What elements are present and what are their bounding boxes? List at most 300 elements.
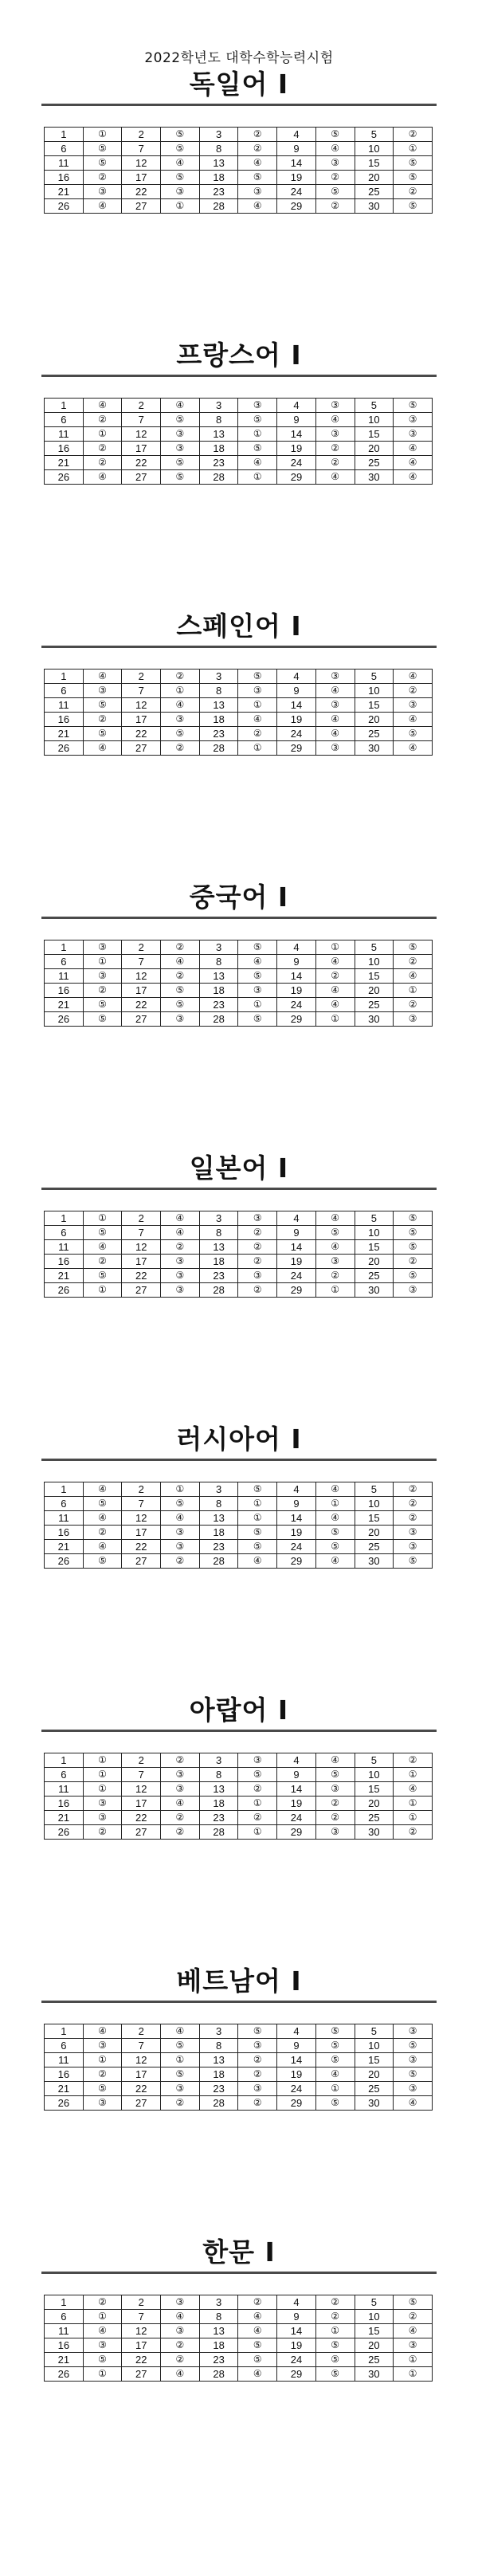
table-row xyxy=(45,2295,433,2310)
answer-mark: ① xyxy=(83,1782,122,1797)
question-number: 23 xyxy=(199,2353,238,2367)
table-row xyxy=(45,727,433,741)
table-row xyxy=(45,670,433,684)
table-row xyxy=(45,1540,433,1554)
question-number: 15 xyxy=(355,1511,394,1526)
answer-mark: ⑤ xyxy=(315,2039,355,2053)
answer-mark: ④ xyxy=(315,1511,355,1526)
question-number: 14 xyxy=(277,427,316,442)
answer-mark: ② xyxy=(315,171,355,185)
answer-mark: ⑤ xyxy=(161,984,200,998)
question-number: 2 xyxy=(122,2295,161,2310)
question-number: 30 xyxy=(355,741,394,756)
answer-mark: ③ xyxy=(161,1283,200,1298)
question-number: 27 xyxy=(122,2367,161,2382)
question-number: 15 xyxy=(355,698,394,713)
question-number: 23 xyxy=(199,2082,238,2096)
answer-mark: ⑤ xyxy=(238,2024,277,2039)
question-number: 10 xyxy=(355,142,394,156)
table-row xyxy=(45,2367,433,2382)
question-number: 2 xyxy=(122,399,161,413)
answer-mark: ⑤ xyxy=(238,2353,277,2367)
question-number: 19 xyxy=(277,171,316,185)
question-number: 6 xyxy=(45,142,84,156)
answer-mark: ③ xyxy=(238,185,277,199)
answer-mark: ② xyxy=(394,1482,433,1497)
answer-mark: ⑤ xyxy=(83,2082,122,2096)
question-number: 2 xyxy=(122,128,161,142)
question-number: 11 xyxy=(45,969,84,984)
question-number: 9 xyxy=(277,1497,316,1511)
question-number: 11 xyxy=(45,1240,84,1255)
table-row xyxy=(45,399,433,413)
question-number: 8 xyxy=(199,1226,238,1240)
answer-mark: ① xyxy=(83,128,122,142)
answer-mark: ① xyxy=(161,199,200,214)
question-number: 1 xyxy=(45,1482,84,1497)
question-number: 1 xyxy=(45,399,84,413)
question-number: 26 xyxy=(45,199,84,214)
answer-mark: ④ xyxy=(238,1554,277,1569)
subject-section xyxy=(41,1151,437,1298)
answer-mark: ① xyxy=(315,1497,355,1511)
question-number: 13 xyxy=(199,1240,238,1255)
question-number: 5 xyxy=(355,399,394,413)
question-number: 4 xyxy=(277,1482,316,1497)
table-row xyxy=(45,955,433,969)
answer-mark: ⑤ xyxy=(315,1226,355,1240)
answer-mark: ⑤ xyxy=(315,2024,355,2039)
question-number: 21 xyxy=(45,456,84,470)
answer-mark: ① xyxy=(394,2367,433,2382)
question-number: 13 xyxy=(199,156,238,171)
answer-mark: ② xyxy=(394,2310,433,2324)
answer-mark: ② xyxy=(161,1825,200,1840)
table-row xyxy=(45,1753,433,1768)
question-number: 16 xyxy=(45,1255,84,1269)
answer-mark: ④ xyxy=(83,2324,122,2338)
answer-mark: ① xyxy=(238,1511,277,1526)
answer-mark: ② xyxy=(238,1240,277,1255)
question-number: 23 xyxy=(199,185,238,199)
question-number: 22 xyxy=(122,1269,161,1283)
table-row xyxy=(45,940,433,955)
subject-title: 스페인어 Ⅰ xyxy=(176,611,302,642)
table-row xyxy=(45,1554,433,1569)
answer-mark: ⑤ xyxy=(394,1226,433,1240)
answer-mark: ① xyxy=(394,1811,433,1825)
answer-mark: ⑤ xyxy=(315,2053,355,2067)
answer-mark: ④ xyxy=(394,713,433,727)
answer-mark: ① xyxy=(83,427,122,442)
question-number: 16 xyxy=(45,2067,84,2082)
answer-mark: ② xyxy=(315,2310,355,2324)
question-number: 24 xyxy=(277,185,316,199)
question-number: 21 xyxy=(45,2353,84,2367)
answer-mark: ② xyxy=(315,969,355,984)
table-row xyxy=(45,2053,433,2067)
answer-mark: ③ xyxy=(161,2295,200,2310)
answer-mark: ③ xyxy=(161,713,200,727)
answer-mark: ③ xyxy=(83,969,122,984)
question-number: 7 xyxy=(122,142,161,156)
question-number: 13 xyxy=(199,2053,238,2067)
question-number: 18 xyxy=(199,713,238,727)
answer-mark: ④ xyxy=(238,156,277,171)
answer-mark: ⑤ xyxy=(394,156,433,171)
table-row xyxy=(45,1797,433,1811)
answer-mark: ① xyxy=(394,1768,433,1782)
question-number: 1 xyxy=(45,2295,84,2310)
answer-mark: ⑤ xyxy=(83,998,122,1012)
question-number: 22 xyxy=(122,456,161,470)
question-number: 19 xyxy=(277,1255,316,1269)
exam-header: 2022학년도 대학수학능력시험 xyxy=(144,50,334,66)
answer-mark: ④ xyxy=(315,684,355,698)
question-number: 22 xyxy=(122,2082,161,2096)
question-number: 2 xyxy=(122,940,161,955)
question-number: 14 xyxy=(277,1240,316,1255)
question-number: 16 xyxy=(45,171,84,185)
answer-mark: ③ xyxy=(161,1012,200,1027)
table-row xyxy=(45,2082,433,2096)
table-row xyxy=(45,199,433,214)
answer-mark: ⑤ xyxy=(161,2067,200,2082)
question-number: 7 xyxy=(122,684,161,698)
question-number: 11 xyxy=(45,1511,84,1526)
question-number: 21 xyxy=(45,2082,84,2096)
answer-mark: ⑤ xyxy=(394,940,433,955)
question-number: 18 xyxy=(199,442,238,456)
answer-mark: ① xyxy=(238,698,277,713)
question-number: 3 xyxy=(199,940,238,955)
question-number: 17 xyxy=(122,1526,161,1540)
answer-mark: ③ xyxy=(83,185,122,199)
question-number: 17 xyxy=(122,1255,161,1269)
question-number: 23 xyxy=(199,727,238,741)
question-number: 1 xyxy=(45,940,84,955)
question-number: 30 xyxy=(355,2367,394,2382)
question-number: 28 xyxy=(199,2096,238,2111)
question-number: 27 xyxy=(122,1825,161,1840)
answer-mark: ③ xyxy=(238,1211,277,1226)
answer-mark: ⑤ xyxy=(238,413,277,427)
table-row xyxy=(45,2324,433,2338)
answer-mark: ① xyxy=(238,1825,277,1840)
answer-mark: ② xyxy=(238,1283,277,1298)
answer-mark: ② xyxy=(161,1554,200,1569)
question-number: 1 xyxy=(45,1211,84,1226)
answer-mark: ② xyxy=(83,713,122,727)
question-number: 6 xyxy=(45,1226,84,1240)
question-number: 22 xyxy=(122,185,161,199)
question-number: 8 xyxy=(199,955,238,969)
answer-mark: ② xyxy=(161,2338,200,2353)
question-number: 5 xyxy=(355,128,394,142)
question-number: 30 xyxy=(355,1554,394,1569)
answer-mark: ② xyxy=(161,741,200,756)
answer-mark: ⑤ xyxy=(83,698,122,713)
question-number: 6 xyxy=(45,413,84,427)
answer-mark: ④ xyxy=(161,2310,200,2324)
table-row xyxy=(45,1240,433,1255)
answer-mark: ③ xyxy=(394,698,433,713)
question-number: 24 xyxy=(277,2353,316,2367)
answer-mark: ③ xyxy=(83,684,122,698)
answer-table xyxy=(44,1753,433,1840)
question-number: 20 xyxy=(355,171,394,185)
table-row xyxy=(45,156,433,171)
subject-section xyxy=(41,880,437,1027)
answer-table xyxy=(44,2024,433,2111)
question-number: 30 xyxy=(355,470,394,485)
answer-mark: ③ xyxy=(238,399,277,413)
answer-mark: ⑤ xyxy=(394,2039,433,2053)
answer-mark: ② xyxy=(83,413,122,427)
answer-mark: ⑤ xyxy=(238,1768,277,1782)
answer-mark: ⑤ xyxy=(161,1497,200,1511)
answer-mark: ① xyxy=(394,142,433,156)
answer-mark: ③ xyxy=(161,185,200,199)
answer-mark: ② xyxy=(394,998,433,1012)
question-number: 13 xyxy=(199,427,238,442)
question-number: 4 xyxy=(277,1753,316,1768)
answer-mark: ③ xyxy=(315,698,355,713)
question-number: 9 xyxy=(277,955,316,969)
question-number: 11 xyxy=(45,2324,84,2338)
question-number: 13 xyxy=(199,2324,238,2338)
answer-mark: ① xyxy=(83,2053,122,2067)
answer-mark: ⑤ xyxy=(83,1497,122,1511)
answer-mark: ③ xyxy=(315,741,355,756)
table-row xyxy=(45,1497,433,1511)
question-number: 27 xyxy=(122,1012,161,1027)
table-row xyxy=(45,442,433,456)
answer-mark: ③ xyxy=(83,2039,122,2053)
question-number: 14 xyxy=(277,969,316,984)
answer-mark: ④ xyxy=(315,727,355,741)
question-number: 26 xyxy=(45,1283,84,1298)
answer-mark: ⑤ xyxy=(161,2039,200,2053)
answer-mark: ④ xyxy=(315,413,355,427)
answer-mark: ⑤ xyxy=(238,2338,277,2353)
subject-title: 독일어 Ⅰ xyxy=(189,69,289,100)
question-number: 4 xyxy=(277,128,316,142)
question-number: 26 xyxy=(45,1554,84,1569)
answer-mark: ⑤ xyxy=(394,1211,433,1226)
answer-mark: ⑤ xyxy=(238,1540,277,1554)
answer-mark: ④ xyxy=(238,2367,277,2382)
answer-mark: ① xyxy=(315,940,355,955)
question-number: 4 xyxy=(277,2024,316,2039)
question-number: 29 xyxy=(277,2367,316,2382)
question-number: 13 xyxy=(199,1511,238,1526)
question-number: 28 xyxy=(199,470,238,485)
answer-mark: ⑤ xyxy=(394,171,433,185)
answer-mark: ③ xyxy=(161,1540,200,1554)
answer-mark: ① xyxy=(394,1797,433,1811)
answer-mark: ③ xyxy=(394,2082,433,2096)
answer-mark: ④ xyxy=(394,442,433,456)
question-number: 26 xyxy=(45,2096,84,2111)
question-number: 19 xyxy=(277,1797,316,1811)
answer-mark: ④ xyxy=(315,998,355,1012)
table-row xyxy=(45,171,433,185)
subject-title: 한문 Ⅰ xyxy=(202,2236,276,2268)
answer-mark: ② xyxy=(394,185,433,199)
answer-mark: ② xyxy=(238,727,277,741)
question-number: 30 xyxy=(355,1012,394,1027)
answer-table xyxy=(44,1211,433,1298)
answer-mark: ⑤ xyxy=(161,998,200,1012)
question-number: 14 xyxy=(277,698,316,713)
question-number: 21 xyxy=(45,1540,84,1554)
answer-mark: ⑤ xyxy=(315,2353,355,2367)
answer-mark: ④ xyxy=(315,142,355,156)
question-number: 17 xyxy=(122,2338,161,2353)
answer-mark: ② xyxy=(83,456,122,470)
answer-mark: ③ xyxy=(315,670,355,684)
answer-mark: ② xyxy=(83,2067,122,2082)
answer-mark: ④ xyxy=(161,156,200,171)
question-number: 17 xyxy=(122,2067,161,2082)
question-number: 26 xyxy=(45,1012,84,1027)
subject-section xyxy=(41,609,437,756)
question-number: 14 xyxy=(277,1782,316,1797)
answer-mark: ③ xyxy=(161,1269,200,1283)
answer-mark: ② xyxy=(394,1511,433,1526)
answer-mark: ② xyxy=(315,2295,355,2310)
table-row xyxy=(45,741,433,756)
question-number: 10 xyxy=(355,413,394,427)
question-number: 29 xyxy=(277,1825,316,1840)
question-number: 10 xyxy=(355,2310,394,2324)
table-row xyxy=(45,185,433,199)
question-number: 21 xyxy=(45,727,84,741)
question-number: 25 xyxy=(355,1269,394,1283)
question-number: 5 xyxy=(355,940,394,955)
answer-mark: ② xyxy=(161,940,200,955)
answer-mark: ① xyxy=(83,1753,122,1768)
question-number: 10 xyxy=(355,684,394,698)
answer-mark: ④ xyxy=(238,2324,277,2338)
title-divider xyxy=(41,1459,437,1461)
question-number: 28 xyxy=(199,1283,238,1298)
answer-mark: ③ xyxy=(161,2082,200,2096)
answer-mark: ④ xyxy=(83,399,122,413)
question-number: 9 xyxy=(277,684,316,698)
answer-mark: ① xyxy=(238,998,277,1012)
answer-mark: ④ xyxy=(161,1211,200,1226)
question-number: 18 xyxy=(199,984,238,998)
question-number: 25 xyxy=(355,2353,394,2367)
answer-mark: ④ xyxy=(238,955,277,969)
answer-mark: ② xyxy=(238,2067,277,2082)
answer-mark: ⑤ xyxy=(83,727,122,741)
question-number: 1 xyxy=(45,2024,84,2039)
answer-mark: ③ xyxy=(161,1255,200,1269)
answer-mark: ④ xyxy=(394,2324,433,2338)
question-number: 28 xyxy=(199,1012,238,1027)
question-number: 25 xyxy=(355,1811,394,1825)
question-number: 15 xyxy=(355,427,394,442)
question-number: 1 xyxy=(45,128,84,142)
question-number: 10 xyxy=(355,1768,394,1782)
question-number: 5 xyxy=(355,1482,394,1497)
answer-mark: ⑤ xyxy=(315,2096,355,2111)
question-number: 19 xyxy=(277,713,316,727)
answer-mark: ② xyxy=(238,1226,277,1240)
answer-mark: ② xyxy=(394,1255,433,1269)
subject-section xyxy=(41,67,437,214)
question-number: 8 xyxy=(199,142,238,156)
answer-mark: ④ xyxy=(161,955,200,969)
answer-mark: ③ xyxy=(161,442,200,456)
answer-mark: ③ xyxy=(161,427,200,442)
question-number: 28 xyxy=(199,741,238,756)
question-number: 19 xyxy=(277,1526,316,1540)
answer-mark: ① xyxy=(315,2082,355,2096)
question-number: 9 xyxy=(277,142,316,156)
answer-mark: ① xyxy=(161,684,200,698)
answer-mark: ⑤ xyxy=(315,185,355,199)
answer-mark: ② xyxy=(161,2353,200,2367)
answer-mark: ⑤ xyxy=(238,1482,277,1497)
answer-mark: ① xyxy=(315,1283,355,1298)
title-divider xyxy=(41,104,437,106)
answer-mark: ⑤ xyxy=(315,2367,355,2382)
answer-mark: ② xyxy=(315,456,355,470)
question-number: 22 xyxy=(122,727,161,741)
answer-mark: ⑤ xyxy=(238,1526,277,1540)
question-number: 9 xyxy=(277,2039,316,2053)
question-number: 21 xyxy=(45,1811,84,1825)
question-number: 6 xyxy=(45,2310,84,2324)
question-number: 16 xyxy=(45,1797,84,1811)
answer-mark: ② xyxy=(394,1825,433,1840)
answer-mark: ⑤ xyxy=(315,1526,355,1540)
question-number: 24 xyxy=(277,1811,316,1825)
subject-title: 일본어 Ⅰ xyxy=(189,1153,289,1184)
answer-mark: ③ xyxy=(315,1825,355,1840)
question-number: 25 xyxy=(355,2082,394,2096)
answer-mark: ④ xyxy=(83,1482,122,1497)
question-number: 17 xyxy=(122,713,161,727)
table-row xyxy=(45,713,433,727)
answer-mark: ④ xyxy=(238,713,277,727)
question-number: 6 xyxy=(45,1497,84,1511)
table-row xyxy=(45,998,433,1012)
answer-mark: ④ xyxy=(315,1240,355,1255)
question-number: 11 xyxy=(45,1782,84,1797)
question-number: 3 xyxy=(199,2295,238,2310)
question-number: 16 xyxy=(45,984,84,998)
table-row xyxy=(45,2067,433,2082)
question-number: 29 xyxy=(277,1012,316,1027)
answer-mark: ④ xyxy=(83,741,122,756)
answer-mark: ④ xyxy=(161,1797,200,1811)
answer-mark: ④ xyxy=(83,670,122,684)
question-number: 9 xyxy=(277,2310,316,2324)
question-number: 8 xyxy=(199,1497,238,1511)
question-number: 27 xyxy=(122,470,161,485)
answer-mark: ⑤ xyxy=(83,2353,122,2367)
title-divider xyxy=(41,2272,437,2274)
answer-mark: ① xyxy=(238,1797,277,1811)
answer-table xyxy=(44,2295,433,2382)
answer-table xyxy=(44,669,433,756)
question-number: 2 xyxy=(122,670,161,684)
